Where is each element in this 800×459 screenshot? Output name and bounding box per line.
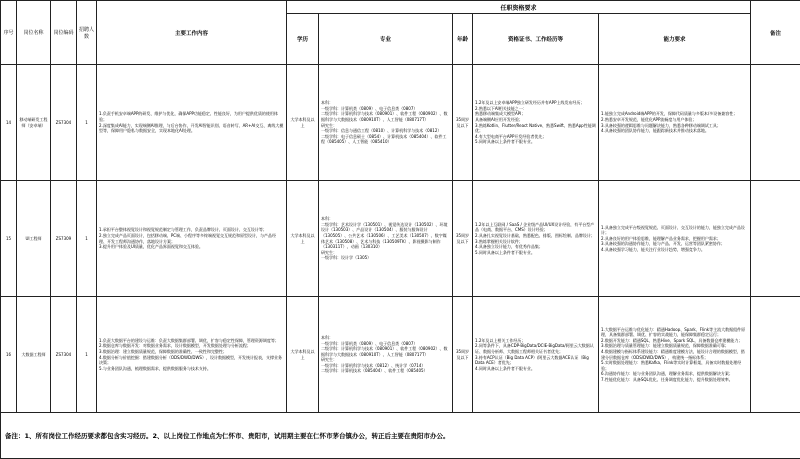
cert-line: 5.同时具备以上条件者不限专业。	[475, 250, 596, 256]
row-certs	[473, 297, 599, 413]
header-requirements: 任职资格要求	[287, 1, 751, 14]
row-count: 1	[77, 297, 97, 413]
row-major	[319, 297, 453, 413]
duty-line: 2.独立完成产品页面设计，包括移动端、PC端、小程序等多终端视觉交互规范和原型设计，与产品经理、开发工程师沟通协作，落地设计方案；	[99, 233, 284, 244]
ability-line: 4.数据建模与指标体系建设能力：精通维度建模方法，能设计合理的数据模型，搭建分层数据仓库（ODS/DWD/DWS），构建统一指标体系；	[601, 349, 748, 360]
major-line: 二级学科：计算机科学与技术（080901）、软件工程（080902）、数据科学与大数据技术（080910T）、人工智能（080717T）	[321, 346, 450, 357]
major-line: 研究生：	[321, 250, 450, 256]
ability-line: 6.沟通协作能力：能与业务团队沟通，理解业务需求，提供数据解决方案；	[601, 371, 748, 377]
row-remark	[751, 297, 800, 413]
header-position-name: 岗位名称	[17, 1, 51, 65]
ability-line: 4.具备较强学习能力，能关注行业设计趋势，增强竞争力。	[601, 247, 748, 253]
table-row	[1, 65, 800, 181]
row-seq: 14	[1, 65, 17, 181]
row-position-code: ZS7304	[51, 297, 77, 413]
major-line: 研究生：	[321, 357, 450, 363]
row-duties	[97, 181, 287, 297]
header-duties: 主要工作内容	[97, 1, 287, 65]
header-remark: 备注	[751, 1, 800, 65]
ability-line: 3.具备较强的沟通协作能力，能与产品、开发、运营等团队紧密协作；	[601, 241, 748, 247]
row-ability	[599, 181, 751, 297]
cert-line: 3.熟练Kotlin、Flutter/React Native、熟悉Swift、熟悉App性能调优；	[475, 123, 596, 134]
header-education: 学历	[287, 14, 319, 65]
cert-line: 4.具备独立设计能力，有优秀作品集；	[475, 244, 596, 250]
major-line: 一级学科：计算机类（0809）、电子信息类（0807）	[321, 341, 450, 347]
major-line: 二级学科：计算机科学与技术（080901）、软件工程（080902）、数据科学与大数据技术（080910T）、人工智能（080717T）	[321, 111, 450, 122]
cert-line: 熟悉移动端集成大模型API；	[475, 111, 596, 117]
major-line: 本科：	[321, 216, 450, 222]
ability-line: 3.具备较强的逻辑思维与问题解决能力，熟悉各种移动端调试工具；	[601, 123, 748, 129]
major-line: 一级学科：计算机类（0809）、电子信息类（0807）	[321, 106, 450, 112]
row-certs	[473, 65, 599, 181]
header-certs: 资格证书、工作经历等	[473, 14, 599, 65]
row-major	[319, 181, 453, 297]
ability-line: 4.具备较强的团队协作能力，能跟踪新技术并推动技术落地。	[601, 128, 748, 134]
cert-line: 5.同时具备以上条件者不限专业。	[475, 139, 596, 145]
major-line: 本科：	[321, 335, 450, 341]
ability-line: 1.大数据平台运维与优化能力：精通Hadoop、Spark、Flink等主流大数据组件原理，具备集群部署、调优、扩容的实战能力，能保障集群稳定运行；	[601, 327, 748, 338]
row-education: 大学本科及以上	[287, 297, 319, 413]
cert-line: 2.同等条件下，具备CDP-BigData/DCIE-BigData/阿里云大数据认证、数据分析师、大数据工程师相关证书者优先；	[475, 343, 596, 354]
major-line: 二级学科：计算机技术（085404）、软件工程（085405）	[321, 368, 450, 374]
row-education: 大学本科及以上	[287, 65, 319, 181]
major-line: 本科：	[321, 100, 450, 106]
ability-line: 5.实时数据处理能力：熟悉Kafka、Flink等实时计算框架，具备实时数据处理经验；	[601, 360, 748, 371]
row-count: 1	[77, 65, 97, 181]
major-line: 研究生：	[321, 123, 450, 129]
header-position-code: 岗位编码	[51, 1, 77, 65]
duty-line: 1.承担平台整体视觉设计和视觉规范制定与管理工作，负责品牌设计、页面设计、交互设计等；	[99, 227, 284, 233]
duty-line: 5.与业务团队沟通，梳理数据需求，提供数据服务与技术支持。	[99, 366, 284, 372]
row-seq: 16	[1, 297, 17, 413]
row-ability	[599, 65, 751, 181]
row-position-name: 大数据工程师	[17, 297, 51, 413]
row-remark	[751, 65, 800, 181]
major-line: 一级学科：计算机科学与技术（0812）、统计学（0714）	[321, 363, 450, 369]
ability-line: 3.数据治理与质量管理能力：能建立数据质量规范，保障数据准确可靠；	[601, 343, 748, 349]
ability-line: 2.具备良好的用户体验思维，能理解产品业务需求，把握用户需求；	[601, 236, 748, 242]
major-line: 一级学科：设计学（1305）	[321, 255, 450, 261]
duty-line: 1.负责大数据平台的建设与运维：负责大数据集群部署、调优，扩容与稳定性保障，管理资源调度等；	[99, 338, 284, 344]
major-line: 二级学科：电子信息硕士（0854）、计算机技术（085404）、软件工程（085405）、人工智能（085410）	[321, 134, 450, 145]
header-seq: 序号	[1, 1, 17, 65]
cert-line: 3.持有ACP认证（Big Data ACP）/阿里云大数据ACE认证（Big Data ACE）者优先；	[475, 355, 596, 366]
table-row	[1, 297, 800, 413]
row-age: 35周岁及以下	[453, 181, 473, 297]
major-line: 二级学科：艺术设计学（130501）、视觉传达设计（130502）、环境设计（130503）、产品设计（130504）、服装与服饰设计（130505）、公共艺术（130506）、工艺美术（130507）、数字媒体艺术（130508）、艺术与科技（130509TK）、影视摄影与制作（130311T）、动画（130310）	[321, 222, 450, 250]
row-education: 大学本科及以上	[287, 181, 319, 297]
row-major	[319, 65, 453, 181]
duty-line: 3.提升用户体验及UI质量，优化产品界面视觉和交互体验。	[99, 244, 284, 250]
major-line: 一级学科：信息与通信工程（0810）、计算机科学与技术（0812）	[321, 128, 450, 134]
header-major: 专业	[319, 14, 453, 65]
row-position-code: ZS7309	[51, 181, 77, 297]
duty-line: 1.负责手机安卓端APP的研发、维护与优化，确保APP功能稳定、性能良好，为用户提供优质的使用体验；	[99, 111, 284, 122]
cert-line: 3.熟练掌握相关设计软件；	[475, 239, 596, 245]
row-remark	[751, 181, 800, 297]
row-age: 35周岁及以下	[453, 65, 473, 181]
row-duties	[97, 297, 287, 413]
remark-note: 备注：1、所有岗位工作经历要求都包含实习经历。2、以上岗位工作地点为仁怀市、贵阳市，试用期主要在仁怀市茅台镇办公，转正后主要在贵阳市办公。	[1, 413, 800, 459]
row-position-code: ZS7304	[51, 65, 77, 181]
header-ability: 能力要求	[599, 14, 751, 65]
row-position-name: UI工程师	[17, 181, 51, 297]
cert-line: 4.同时具备以上条件者不限专业。	[475, 366, 596, 372]
cert-line: 具备端侧AI应用开发经验；	[475, 117, 596, 123]
row-seq: 15	[1, 181, 17, 297]
ability-line: 2.熟悉安卓开发规范，能优化APP流畅度与用户体验；	[601, 117, 748, 123]
ability-line: 1.具备独立完成平台级视觉规范、页面设计、交互设计的能力，能独立完成产品设计；	[601, 225, 748, 236]
header-count: 招聘人数	[77, 1, 97, 65]
duty-line: 2.数据仓库与数据开发：对数据业务需求，设计数据模型，开发数据处理与分析流程；	[99, 343, 284, 349]
ability-line: 1.能独立完成Android端APP的开发，保障代码质量与多版本/多设备兼容性；	[601, 111, 748, 117]
cert-line: 4.有大型电商平台APP开发经验者优先；	[475, 134, 596, 140]
duty-line: 3.数据治理：建立数据质量规范，保障数据的准确性、一致性和完整性；	[99, 349, 284, 355]
cert-line: 1.2年及以上相关工作经历；	[475, 338, 596, 344]
cert-line: 2.具备扎实视觉设计基础，熟悉配色、排版、图标绘制、品牌设计；	[475, 233, 596, 239]
row-age: 35周岁及以下	[453, 297, 473, 413]
row-certs	[473, 181, 599, 297]
cert-line: 1.2年及以上安卓端APP独立研发经历并有APP上线发布经历；	[475, 100, 596, 106]
ability-line: 2.数据开发能力：精通SQL，熟悉Hive、Spark SQL，具备数据仓库建模能力；	[601, 338, 748, 344]
duty-line: 4.数据分析与价值挖掘：搭建数据分析（ODS/DWD/DWS），设计数据模型，开发统计报表，支撑业务决策；	[99, 355, 284, 366]
row-count: 1	[77, 181, 97, 297]
row-ability	[599, 297, 751, 413]
table-row	[1, 181, 800, 297]
header-age: 年龄	[453, 14, 473, 65]
ability-line: 7.性能优化能力：具备SQL优化、任务调度优化能力，提升数据处理效率。	[601, 377, 748, 383]
row-position-name: 移动端研发工程师（安卓端）	[17, 65, 51, 181]
cert-line: 1.2年以上互联网 / SaaS / 企业级产品UI/UX设计经验，有平台型产品（电商、数据平台、CMS）设计经验；	[475, 222, 596, 233]
cert-line: 2.熟悉以下AI相关技能之一：	[475, 106, 596, 112]
row-duties	[97, 65, 287, 181]
duty-line: 2.深度集成AI能力，实现端侧AI推理，与后台协作，开发AI智能识别、语音转写、AR+AI交互、离线大模型等，保障用户隐私与数据安全，实现本地化AI处理。	[99, 123, 284, 134]
